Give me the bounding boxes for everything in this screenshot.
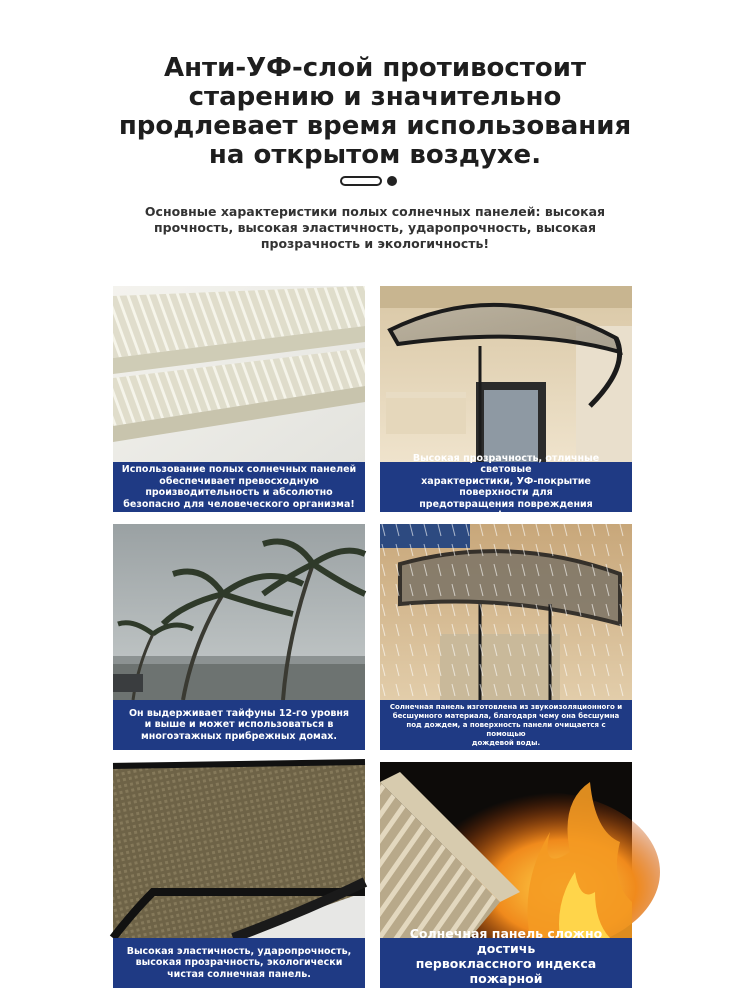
typhoon-palm-trees-image bbox=[113, 524, 365, 700]
caption-line: Использование полых солнечных панелей bbox=[121, 464, 357, 475]
rain-on-awning-image bbox=[380, 524, 632, 700]
card-caption bbox=[113, 462, 365, 512]
feature-card-transparency bbox=[380, 286, 632, 521]
caption-line: защиты V2. bbox=[463, 985, 549, 1001]
feature-card-eco bbox=[113, 762, 365, 988]
feature-card-fire bbox=[380, 762, 632, 1001]
caption-line: Он выдерживает тайфуны 12-го уровня bbox=[128, 707, 350, 719]
panel-fire-test-image bbox=[380, 762, 632, 938]
caption-line: предотвращения повреждения ультрафиолетом. bbox=[419, 498, 593, 521]
subtitle-line: прозрачность и экологичность! bbox=[260, 236, 490, 251]
headline-line: на открытом воздухе. bbox=[208, 140, 542, 170]
headline-line: старению и значительно bbox=[188, 82, 562, 112]
card-caption bbox=[380, 452, 632, 521]
card-caption bbox=[113, 938, 365, 988]
caption-line: под дождем, а поверхность панели очищается с помощью bbox=[406, 720, 606, 738]
caption-line: бесшумного материала, благодаря чему она бесшумна bbox=[392, 711, 620, 720]
caption-line: характеристики, УФ-покрытие поверхности для bbox=[421, 475, 591, 498]
page-dot-indicator[interactable] bbox=[387, 176, 397, 186]
feature-card-silence bbox=[380, 524, 632, 750]
card-caption bbox=[113, 700, 365, 750]
card-caption bbox=[380, 700, 632, 750]
caption-line: обеспечивает превосходную bbox=[159, 475, 319, 487]
polycarbonate-sheets-image bbox=[113, 286, 365, 462]
feature-card-typhoon bbox=[113, 524, 365, 750]
card-caption bbox=[380, 925, 632, 1001]
caption-line: дождевой воды. bbox=[471, 738, 541, 747]
caption-line: производительность и абсолютно bbox=[145, 487, 333, 498]
bronze-panel-closeup-image bbox=[113, 762, 365, 938]
feature-card-safety bbox=[113, 286, 365, 512]
awning-over-door-image bbox=[380, 286, 632, 462]
caption-line: высокая прозрачность, экологически bbox=[135, 957, 343, 969]
caption-line: Солнечная панель изготовлена из звукоизоляционного и bbox=[389, 702, 623, 711]
subtitle-line: Основные характеристики полых солнечных панелей: высокая bbox=[144, 204, 606, 219]
headline-line: Анти-УФ-слой противостоит bbox=[163, 53, 587, 83]
caption-line: безопасно для человеческого организма! bbox=[123, 498, 355, 510]
caption-line: первоклассного индекса пожарной bbox=[415, 955, 597, 986]
headline bbox=[110, 54, 640, 170]
caption-line: Высокая прозрачность, отличные световые bbox=[412, 452, 600, 475]
caption-line: Высокая эластичность, ударопрочность, bbox=[126, 945, 352, 957]
caption-line: чистая солнечная панель. bbox=[167, 968, 311, 980]
caption-line: многоэтажных прибрежных домах. bbox=[140, 730, 337, 742]
features-subtitle bbox=[130, 204, 620, 252]
caption-line: и выше и может использоваться в bbox=[144, 719, 334, 731]
headline-line: продлевает время использования bbox=[118, 111, 632, 141]
active-page-indicator[interactable] bbox=[340, 176, 382, 186]
subtitle-line: прочность, высокая эластичность, ударопрочность, высокая bbox=[153, 220, 597, 235]
carousel-pager[interactable] bbox=[340, 175, 400, 187]
caption-line: Солнечная панель сложно достичь bbox=[409, 925, 603, 956]
